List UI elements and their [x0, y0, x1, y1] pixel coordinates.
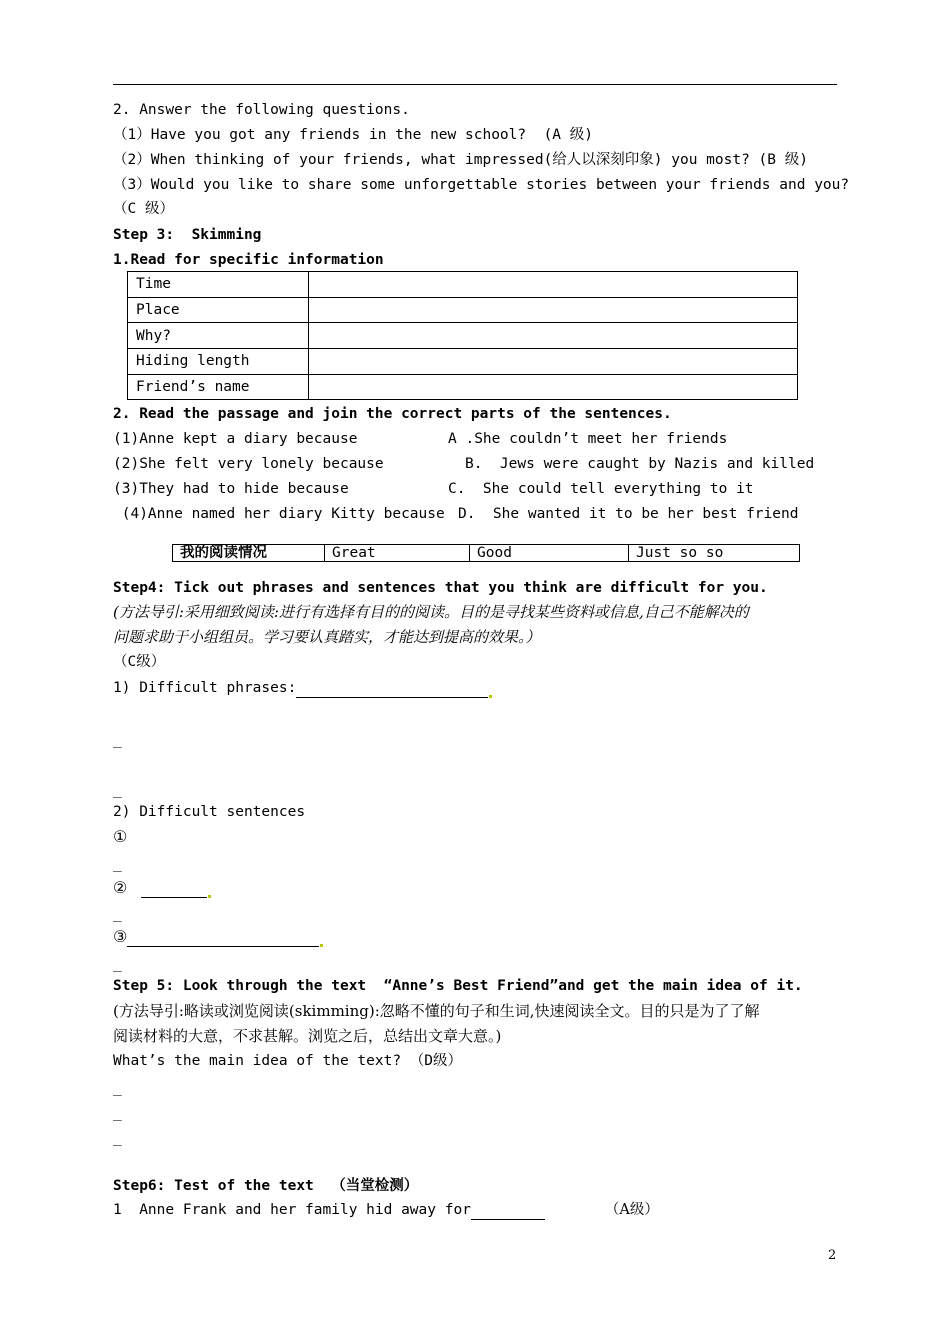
rating-option-great[interactable]: Great	[325, 545, 470, 562]
dash-mark: _	[113, 782, 122, 798]
question-1: （1）Have you got any friends in the new school? (A 级)	[113, 127, 593, 143]
row-answer-cell[interactable]	[309, 323, 798, 349]
reading-rating-table	[172, 544, 800, 562]
anchor-mark	[208, 895, 211, 898]
sentence-3-blank[interactable]	[127, 946, 319, 947]
step5-guide-line1: (方法导引:略读或浏览阅读(skimming):忽略不懂的句子和生词,快速阅读全文。目的只是为了了解	[113, 1002, 760, 1020]
match-left-2: (2)She felt very lonely because	[113, 456, 384, 472]
step4-guide-line1: (方法导引:采用细致阅读:进行有选择有目的的阅读。目的是寻找某些资料或信息,自己不能解决的	[113, 603, 749, 621]
step3-sub1: 1.Read for specific information	[113, 252, 384, 268]
row-label: Hiding length	[128, 349, 309, 375]
row-label: Place	[128, 297, 309, 323]
row-label: Why?	[128, 323, 309, 349]
step6-level: （A级）	[604, 1202, 659, 1218]
top-rule	[113, 84, 837, 85]
table-row	[128, 349, 798, 375]
difficult-sentences-label: 2) Difficult sentences	[113, 804, 306, 820]
rating-option-just-so-so[interactable]: Just so so	[629, 545, 800, 562]
row-label: Friend’s name	[128, 374, 309, 400]
circled-2: ②	[113, 878, 128, 897]
sentence-2-row	[113, 878, 211, 898]
step6-blank[interactable]	[471, 1219, 545, 1220]
step4-title: Step4: Tick out phrases and sentences that you think are difficult for you.	[113, 580, 768, 596]
match-right-c: C. She could tell everything to it	[448, 481, 754, 497]
sentence-3-row	[113, 927, 323, 947]
step3-title: Step 3: Skimming	[113, 227, 262, 243]
step4-guide-line2: 问题求助于小组组员。学习要认真踏实，才能达到提高的效果。）	[113, 628, 541, 646]
circled-3: ③	[113, 927, 128, 946]
table-row	[128, 297, 798, 323]
dash-mark: _	[113, 1130, 122, 1146]
phrases-blank[interactable]	[296, 697, 488, 698]
rating-label: 我的阅读情况	[173, 545, 325, 562]
dash-mark: _	[113, 732, 122, 748]
step6-title: Step6: Test of the text （当堂检测）	[113, 1178, 419, 1194]
table-row	[128, 374, 798, 400]
match-right-b: B. Jews were caught by Nazis and killed	[465, 456, 815, 472]
table-row	[128, 323, 798, 349]
dash-mark: _	[113, 906, 122, 922]
step6-question-1: 1 Anne Frank and her family hid away for	[113, 1202, 471, 1218]
step5-guide-line2: 阅读材料的大意，不求甚解。浏览之后，总结出文章大意。)	[113, 1027, 502, 1045]
question-3-level: （C 级）	[113, 201, 174, 217]
row-answer-cell[interactable]	[309, 349, 798, 375]
row-answer-cell[interactable]	[309, 374, 798, 400]
page-number: 2	[828, 1248, 837, 1263]
table-row	[128, 272, 798, 298]
difficult-phrases-label: 1) Difficult phrases:	[113, 680, 297, 696]
row-label: Time	[128, 272, 309, 298]
dash-mark: _	[113, 1080, 122, 1096]
circled-1: ①	[113, 827, 128, 846]
dash-mark: _	[113, 956, 122, 972]
step6-question-row	[113, 1200, 659, 1220]
match-left-1: (1)Anne kept a diary because	[113, 431, 358, 447]
question-2: （2）When thinking of your friends, what impressed(给人以深刻印象) you most? (B 级)	[113, 152, 808, 168]
anchor-mark	[320, 944, 323, 947]
difficult-phrases-row	[113, 678, 492, 698]
match-left-4: (4)Anne named her diary Kitty because	[113, 506, 445, 522]
match-left-3: (3)They had to hide because	[113, 481, 349, 497]
specific-info-table	[127, 271, 798, 400]
row-answer-cell[interactable]	[309, 272, 798, 298]
dash-mark: _	[113, 1105, 122, 1121]
step5-title: Step 5: Look through the text “Anne’s Best Friend”and get the main idea of it.	[113, 978, 803, 994]
rating-option-good[interactable]: Good	[470, 545, 629, 562]
anchor-mark	[489, 695, 492, 698]
q2-heading: 2. Answer the following questions.	[113, 102, 410, 118]
match-right-a: A .She couldn’t meet her friends	[448, 431, 728, 447]
sentence-2-blank[interactable]	[141, 897, 207, 898]
step3-sub2: 2. Read the passage and join the correct parts of the sentences.	[113, 406, 672, 422]
table-row	[173, 545, 800, 562]
match-right-d: D. She wanted it to be her best friend	[458, 506, 799, 522]
dash-mark: _	[113, 856, 122, 872]
step4-level: （C级）	[113, 654, 166, 670]
question-3: （3）Would you like to share some unforgettable stories between your friends and you?	[113, 177, 850, 193]
row-answer-cell[interactable]	[309, 297, 798, 323]
step5-question: What’s the main idea of the text? （D级）	[113, 1053, 463, 1069]
